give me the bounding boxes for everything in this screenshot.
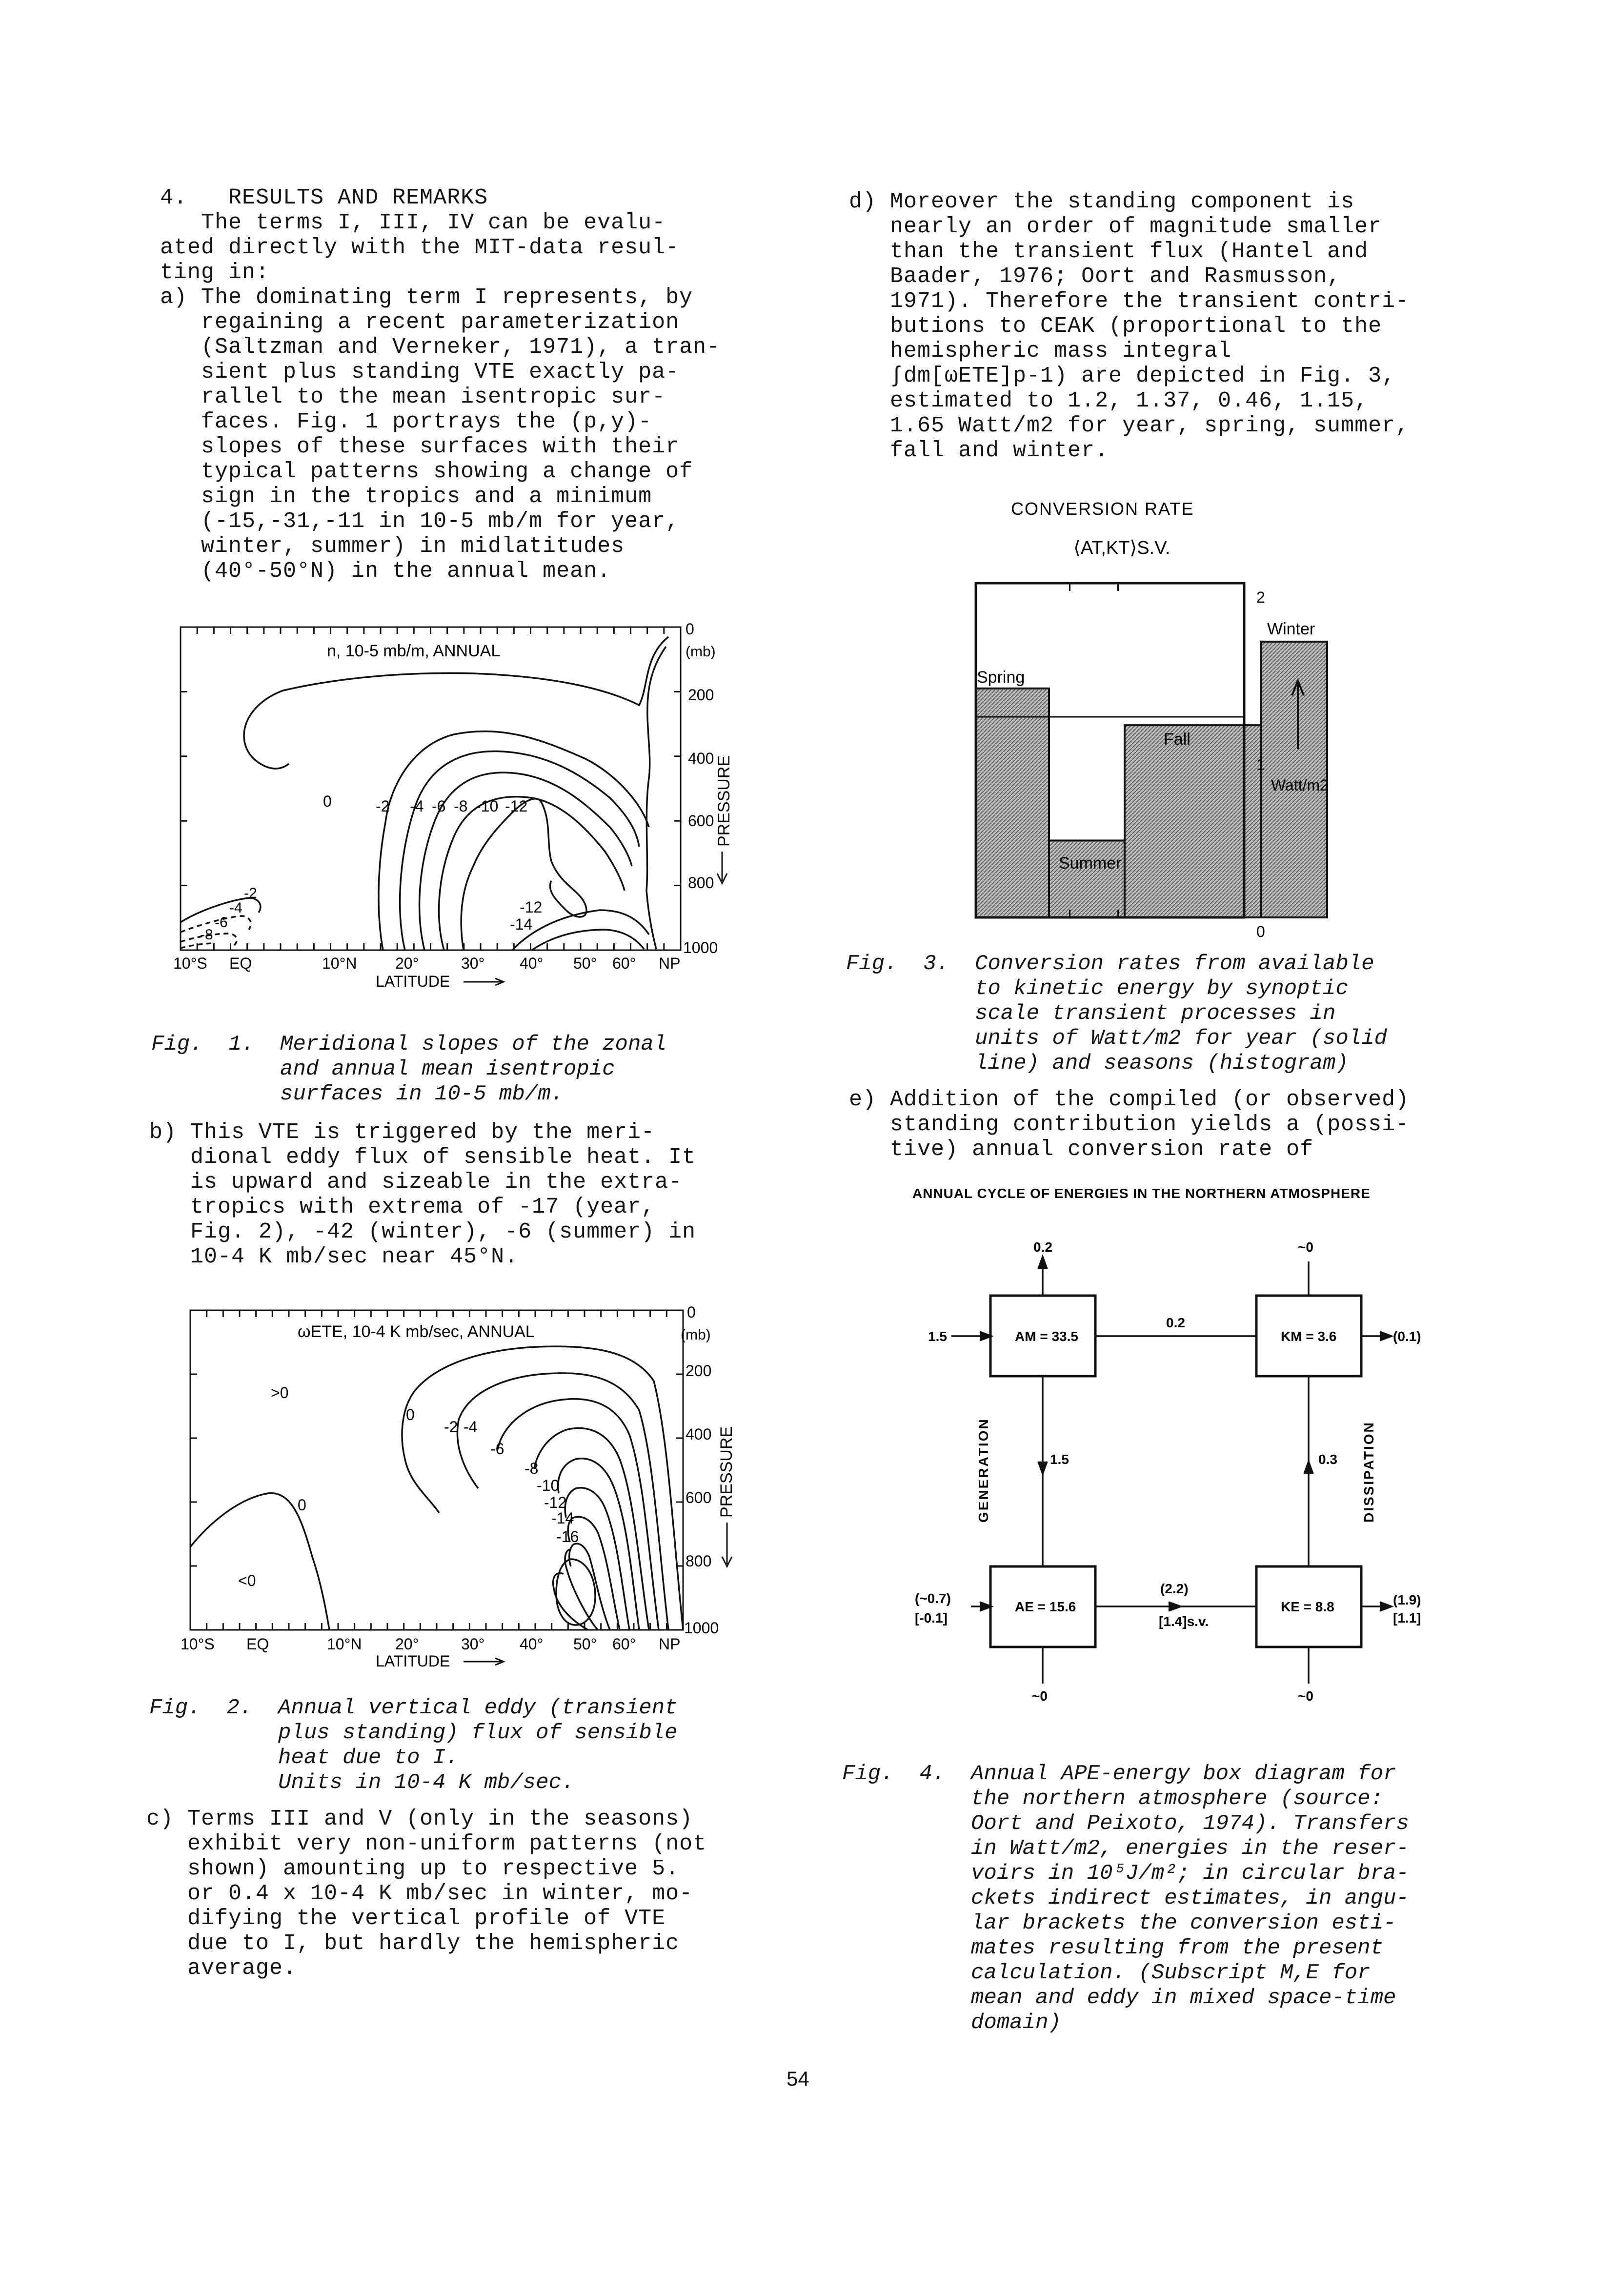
- text-line: voirs in 10⁵J/m²; in circular bra-: [842, 1861, 1409, 1886]
- text-line: ated directly with the MIT-data resul-: [160, 235, 680, 260]
- text-line: b) This VTE is triggered by the meri-: [149, 1120, 655, 1145]
- text-line: (Saltzman and Verneker, 1971), a tran-: [160, 335, 721, 360]
- text-line: Fig. 4. Annual APE-energy box diagram for: [842, 1762, 1396, 1786]
- pressure-tick: 600: [686, 1489, 712, 1506]
- fig3-caption: [846, 952, 1387, 1076]
- lat-arrow: [464, 1658, 504, 1665]
- lat-tick: 10°N: [327, 1635, 362, 1653]
- text-line: 1971). Therefore the transient contri-: [849, 289, 1410, 314]
- fig4-energy-box-diagram: [898, 1181, 1483, 1742]
- text-line: estimated to 1.2, 1.37, 0.46, 1.15,: [849, 388, 1369, 413]
- text-line: rallel to the mean isentropic sur-: [160, 385, 666, 409]
- text-line: the northern atmosphere (source:: [842, 1787, 1383, 1811]
- pressure-tick: 800: [688, 874, 714, 892]
- fig2-contour-plot: [166, 1293, 737, 1674]
- flow-ae-bottom: ~0: [1032, 1688, 1048, 1704]
- lat-tick: 20°: [395, 955, 419, 972]
- fig2-title: ωETE, 10-4 K mb/sec, ANNUAL: [298, 1322, 535, 1341]
- text-line: ting in:: [160, 260, 270, 285]
- lat-axis-label: LATITUDE: [376, 973, 450, 990]
- lat-tick: NP: [659, 955, 681, 972]
- text-line: Fig. 3. Conversion rates from available: [846, 952, 1374, 976]
- item-b-block: [149, 1120, 696, 1269]
- text-line: dional eddy flux of sensible heat. It: [149, 1145, 696, 1170]
- text-line: plus standing) flux of sensible: [149, 1721, 678, 1745]
- flow-km-top: ~0: [1298, 1239, 1313, 1255]
- flow-ae-left-2: [-0.1]: [915, 1610, 948, 1625]
- contour-label: -10: [537, 1477, 560, 1494]
- lat-arrow: [464, 978, 504, 985]
- pressure-tick: 0: [686, 620, 694, 638]
- text-line: Units in 10-4 K mb/sec.: [149, 1770, 575, 1795]
- flow-ke-right-1: (1.9): [1393, 1592, 1421, 1607]
- bar-label-winter: Winter: [1267, 619, 1315, 638]
- text-line: butions to CEAK (proportional to the: [849, 314, 1382, 339]
- box-km-label: KM = 3.6: [1281, 1329, 1337, 1344]
- text-line: hemispheric mass integral: [849, 339, 1232, 364]
- lat-tick: 60°: [612, 955, 636, 972]
- fig2-caption: [149, 1696, 678, 1795]
- contour-label: 0: [323, 792, 332, 810]
- contour-label: -8: [200, 927, 213, 943]
- bar-label-summer: Summer: [1059, 854, 1122, 873]
- fig3-ytick: 1: [1256, 755, 1265, 773]
- text-line: to kinetic energy by synoptic: [846, 976, 1349, 1001]
- flow-am-km: 0.2: [1166, 1315, 1185, 1330]
- text-line: ∫dm[ωETE]p-1) are depicted in Fig. 3,: [849, 364, 1396, 388]
- pressure-tick: 1000: [684, 1619, 719, 1637]
- item-e-paragraph: [849, 1087, 1409, 1162]
- text-line: (-15,-31,-11 in 10-5 mb/m for year,: [160, 509, 680, 534]
- contour-label: 0: [406, 1406, 415, 1423]
- item-e-block: [849, 1087, 1409, 1162]
- text-line: due to I, but hardly the hemispheric: [146, 1931, 680, 1956]
- lat-tick: 60°: [612, 1635, 636, 1653]
- lat-tick: 10°S: [173, 955, 207, 972]
- pressure-tick: 1000: [683, 939, 718, 956]
- lat-tick: 30°: [461, 1635, 485, 1653]
- fig3-histogram: [956, 490, 1395, 939]
- item-a-paragraph: [160, 285, 720, 584]
- fig4-caption: [842, 1762, 1409, 2035]
- text-line: typical patterns showing a change of: [160, 459, 693, 484]
- contour-label: -4: [229, 900, 242, 916]
- pressure-tick: 400: [688, 750, 714, 767]
- intro-paragraph: [160, 210, 720, 285]
- flow-ke-right-2: [1.1]: [1393, 1610, 1421, 1625]
- text-line: 10-4 K mb/sec near 45°N.: [149, 1244, 519, 1269]
- flow-km-ke: 0.3: [1318, 1452, 1337, 1467]
- bar-spring: [976, 689, 1049, 917]
- text-line: exhibit very non-uniform patterns (not: [146, 1831, 707, 1856]
- lat-tick: NP: [659, 1635, 681, 1653]
- item-c-paragraph: [146, 1807, 706, 1981]
- flow-ke-bottom: ~0: [1298, 1688, 1313, 1704]
- lat-tick: 40°: [520, 955, 544, 972]
- contour-label: -6: [215, 914, 228, 931]
- fig1-caption: [151, 1032, 666, 1107]
- fig3-ytick: 0: [1256, 923, 1265, 939]
- fig3-subtitle: ⟨AT,KT⟩S.V.: [1073, 538, 1170, 558]
- text-line: standing contribution yields a (possi-: [849, 1112, 1410, 1137]
- text-line: a) The dominating term I represents, by: [160, 285, 693, 310]
- text-line: e) Addition of the compiled (or observed): [849, 1087, 1410, 1112]
- contour-label: -2: [444, 1418, 458, 1436]
- lat-tick: EQ: [246, 1635, 269, 1653]
- text-line: mates resulting from the present: [842, 1936, 1383, 1960]
- text-line: mean and eddy in mixed space-time: [842, 1986, 1396, 2010]
- pressure-tick: 200: [686, 1362, 712, 1380]
- text-line: tropics with extrema of -17 (year,: [149, 1195, 655, 1219]
- text-line: difying the vertical profile of VTE: [146, 1906, 666, 1931]
- text-line: heat due to I.: [149, 1746, 459, 1770]
- contour-label: -12: [505, 797, 528, 815]
- text-line: Fig. 1. Meridional slopes of the zonal: [151, 1032, 667, 1057]
- contour-label: 0: [298, 1496, 306, 1514]
- flow-am-ae: 1.5: [1050, 1452, 1069, 1467]
- left-text-top: [160, 185, 720, 584]
- flow-am-top: 0.2: [1033, 1239, 1052, 1255]
- item-b-paragraph: [149, 1120, 696, 1269]
- text-line: or 0.4 x 10-4 K mb/sec in winter, mo-: [146, 1881, 693, 1906]
- text-line: sign in the tropics and a minimum: [160, 484, 652, 509]
- flow-ae-left-1: (~0.7): [915, 1591, 951, 1606]
- item-c-block: [146, 1807, 706, 1981]
- contour-label: -16: [556, 1528, 579, 1545]
- contour-label: -10: [476, 797, 499, 815]
- text-line: regaining a recent parameterization: [160, 310, 680, 335]
- text-line: ckets indirect estimates, in angu-: [842, 1886, 1409, 1910]
- lat-tick: 20°: [395, 1635, 419, 1653]
- text-line: 1.65 Watt/m2 for year, spring, summer,: [849, 413, 1410, 438]
- fig3-unit: Watt/m2: [1271, 776, 1329, 794]
- box-ke-label: KE = 8.8: [1281, 1599, 1334, 1614]
- pressure-tick: 0: [687, 1303, 696, 1321]
- contour-label: <0: [238, 1572, 256, 1589]
- pressure-tick: 800: [686, 1552, 712, 1570]
- contour-label: >0: [271, 1384, 289, 1402]
- box-am-label: AM = 33.5: [1015, 1329, 1078, 1344]
- pressure-arrow: [722, 1523, 732, 1566]
- pressure-unit: (mb): [686, 644, 716, 660]
- text-line: average.: [146, 1956, 297, 1981]
- text-line: c) Terms III and V (only in the seasons): [146, 1807, 693, 1831]
- text-line: lar brackets the conversion esti-: [842, 1911, 1396, 1935]
- contour-label: -12: [520, 898, 543, 916]
- bar-label-spring: Spring: [977, 668, 1025, 687]
- contour-label: -2: [376, 797, 390, 815]
- lat-tick: EQ: [229, 955, 252, 972]
- text-line: and annual mean isentropic: [151, 1057, 615, 1081]
- lat-tick: 40°: [520, 1635, 544, 1653]
- fig3-title: CONVERSION RATE: [1011, 499, 1194, 519]
- item-d-paragraph: [849, 189, 1409, 463]
- box-ae-label: AE = 15.6: [1015, 1599, 1076, 1614]
- contour-label: -8: [454, 797, 468, 815]
- text-line: sient plus standing VTE exactly pa-: [160, 360, 680, 385]
- contour-label: -6: [432, 797, 446, 815]
- bar-label-fall: Fall: [1164, 730, 1190, 749]
- text-line: shown) amounting up to respective 5.: [146, 1856, 680, 1881]
- lat-axis-label: LATITUDE: [376, 1652, 450, 1670]
- text-line: nearly an order of magnitude smaller: [849, 214, 1382, 239]
- text-line: d) Moreover the standing component is: [849, 189, 1355, 214]
- fig4-title: ANNUAL CYCLE OF ENERGIES IN THE NORTHERN ATMOSPHERE: [912, 1186, 1371, 1201]
- lat-tick: 50°: [573, 955, 597, 972]
- text-line: winter, summer) in midlatitudes: [160, 534, 625, 559]
- text-line: (40°-50°N) in the annual mean.: [160, 559, 611, 584]
- lat-tick: 30°: [461, 955, 485, 972]
- text-line: fall and winter.: [849, 438, 1109, 463]
- item-d-block: [849, 189, 1409, 463]
- pressure-unit: (mb): [681, 1327, 711, 1343]
- text-line: The terms I, III, IV can be evalu-: [160, 210, 666, 235]
- pressure-tick: 600: [688, 812, 714, 830]
- lat-tick: 50°: [573, 1635, 597, 1653]
- flow-ae-ke-2: [1.4]s.v.: [1159, 1614, 1209, 1629]
- text-line: Fig. 2), -42 (winter), -6 (summer) in: [149, 1219, 696, 1244]
- text-line: slopes of these surfaces with their: [160, 434, 680, 459]
- lat-tick: 10°N: [322, 955, 357, 972]
- contour-label: -4: [464, 1418, 478, 1436]
- page-number: 54: [787, 2067, 809, 2090]
- fig1-contour-plot: [161, 617, 737, 993]
- text-line: calculation. (Subscript M,E for: [842, 1961, 1371, 1985]
- pressure-tick: 400: [686, 1425, 712, 1443]
- contour-label: -4: [410, 797, 424, 815]
- contour-label: -12: [544, 1494, 567, 1511]
- text-line: scale transient processes in: [846, 1001, 1336, 1026]
- pressure-axis-label: PRESSURE: [717, 1426, 736, 1518]
- text-line: units of Watt/m2 for year (solid: [846, 1026, 1387, 1051]
- text-line: tive) annual conversion rate of: [849, 1137, 1314, 1162]
- flow-km-right: (0.1): [1393, 1329, 1421, 1344]
- contour-label: -8: [525, 1460, 539, 1477]
- pressure-arrow: [717, 852, 727, 883]
- fig1-title: n, 10-5 mb/m, ANNUAL: [327, 642, 501, 660]
- section-heading: 4. RESULTS AND REMARKS: [160, 185, 488, 210]
- text-line: faces. Fig. 1 portrays the (p,y)-: [160, 409, 652, 434]
- text-line: surfaces in 10-5 mb/m.: [151, 1082, 564, 1106]
- pressure-tick: 200: [688, 686, 714, 704]
- text-line: domain): [842, 2011, 1061, 2035]
- text-line: is upward and sizeable in the extra-: [149, 1170, 683, 1195]
- contour-label: -6: [490, 1440, 504, 1458]
- lat-tick: 10°S: [181, 1635, 215, 1653]
- flow-ae-ke-1: (2.2): [1160, 1581, 1189, 1596]
- contour-label: -14: [551, 1509, 574, 1527]
- pressure-axis-label: PRESSURE: [715, 755, 733, 847]
- text-line: in Watt/m2, energies in the reser-: [842, 1836, 1409, 1861]
- text-line: Baader, 1976; Oort and Rasmusson,: [849, 264, 1341, 289]
- dissipation-label: DISSIPATION: [1361, 1421, 1376, 1523]
- text-line: Oort and Peixoto, 1974). Transfers: [842, 1811, 1409, 1836]
- bar-summer: [1049, 840, 1125, 917]
- contour-label: -14: [510, 915, 533, 933]
- generation-label: GENERATION: [976, 1418, 991, 1523]
- fig3-ytick: 2: [1256, 589, 1265, 606]
- flow-am-left: 1.5: [928, 1329, 947, 1344]
- text-line: than the transient flux (Hantel and: [849, 239, 1369, 264]
- bar-fall: [1125, 725, 1261, 917]
- contour-label: -2: [244, 885, 257, 901]
- text-line: Fig. 2. Annual vertical eddy (transient: [149, 1696, 678, 1720]
- text-line: line) and seasons (histogram): [846, 1051, 1349, 1076]
